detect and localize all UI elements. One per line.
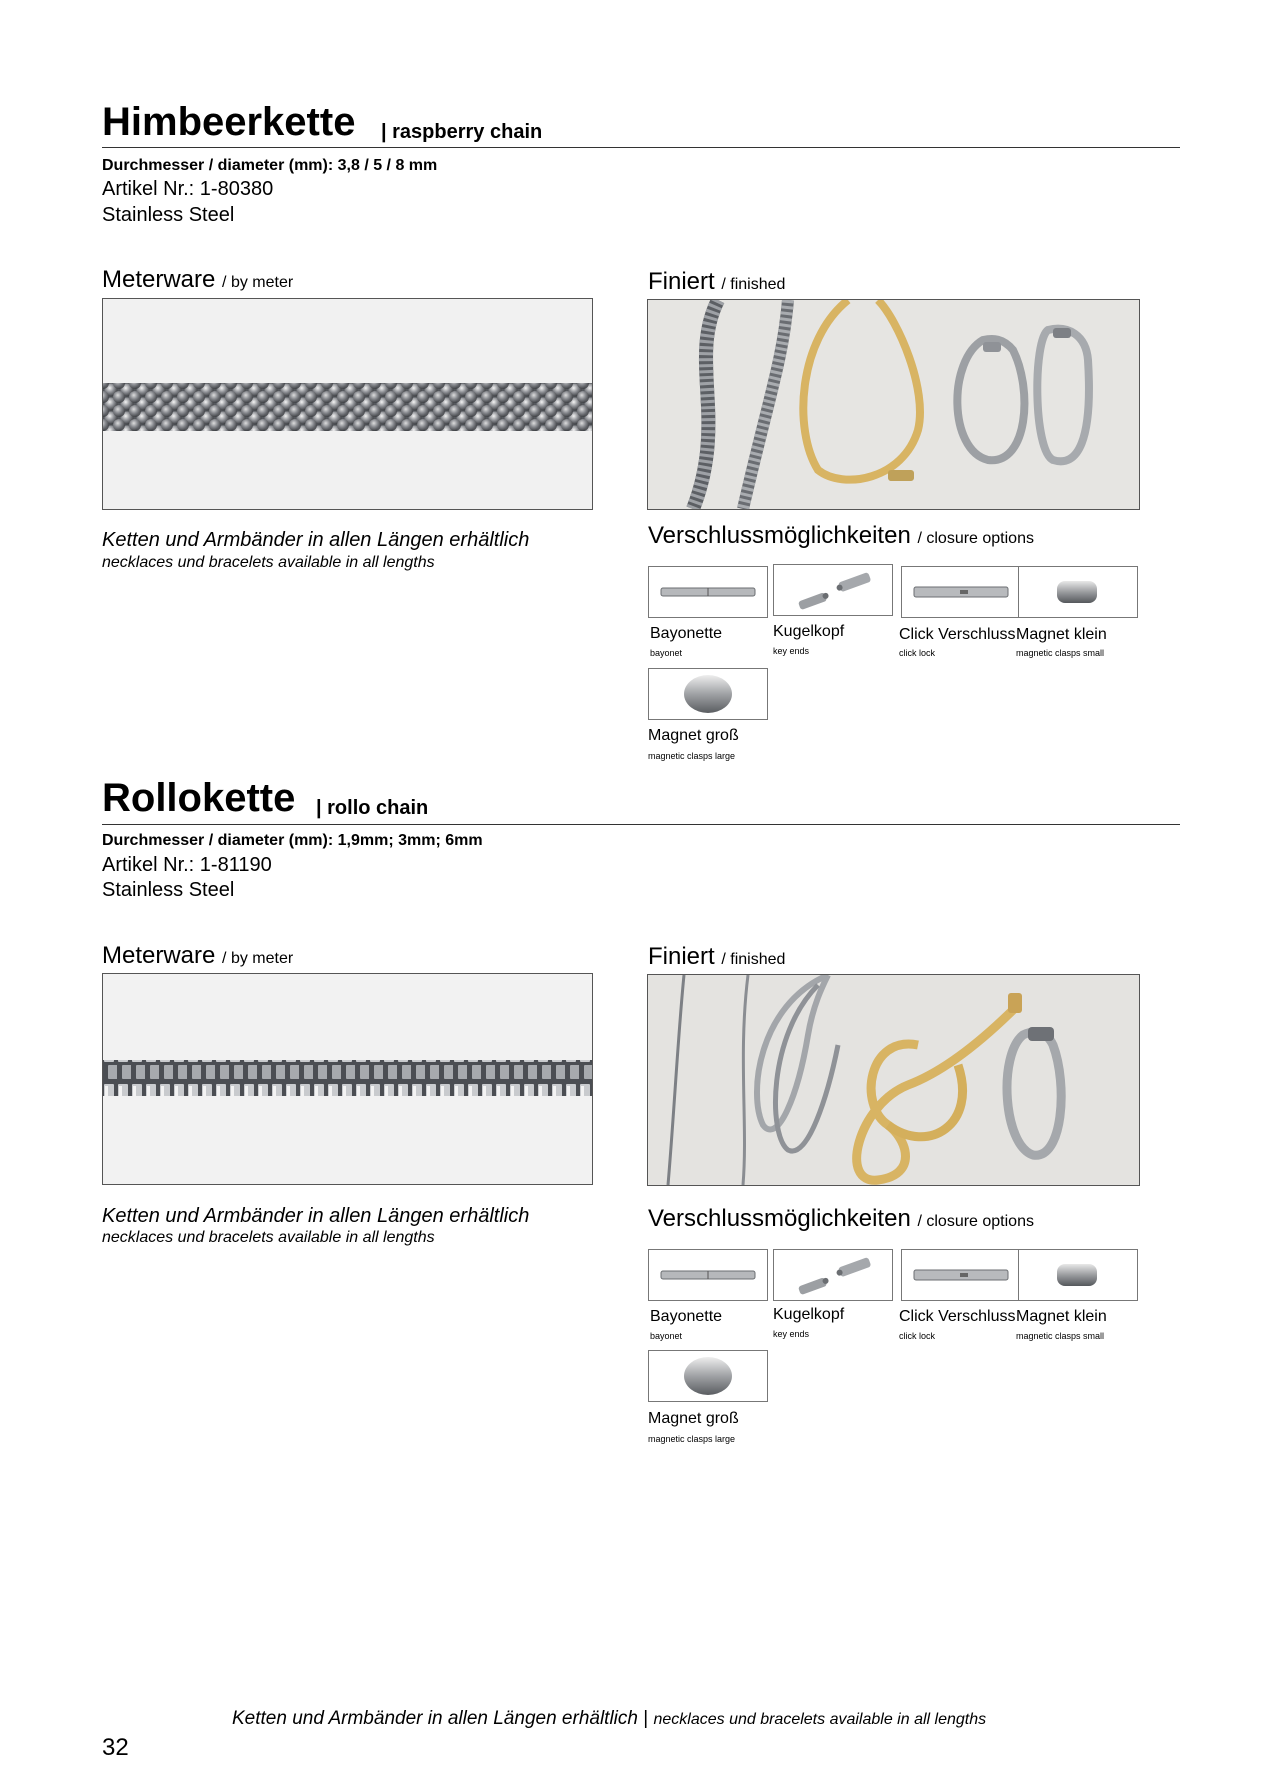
meter-chain-photo — [102, 298, 593, 510]
diameter-spec: Durchmesser / diameter (mm): 1,9mm; 3mm; 6mm — [102, 832, 483, 849]
clasp-sub-bayonet: bayonet — [650, 1331, 683, 1341]
meter-heading — [102, 942, 293, 970]
material: Stainless Steel — [102, 204, 235, 226]
bayonet-clasp-icon — [648, 1249, 768, 1301]
closure-heading — [648, 1205, 1034, 1233]
clasp-label-click-lock: Click Verschluss — [899, 1308, 1016, 1325]
title-divider — [102, 824, 1180, 825]
section-subtitle: | raspberry chain — [381, 121, 543, 143]
availability-note-de: Ketten und Armbänder in allen Längen erhältlich — [102, 1205, 530, 1227]
clasp-label-magnet-small: Magnet klein — [1016, 626, 1107, 643]
closure-label: Verschlussmöglichkeiten — [648, 522, 911, 549]
footer-note-en: necklaces und bracelets available in all lengths — [653, 1711, 987, 1728]
finished-label: Finiert — [648, 943, 715, 970]
clasp-label-magnet-small: Magnet klein — [1016, 1308, 1107, 1325]
click-lock-clasp-icon — [901, 566, 1021, 618]
key-ends-clasp-icon — [773, 1249, 893, 1301]
clasp-label-key-ends: Kugelkopf — [773, 1306, 845, 1323]
magnet-large-clasp-icon — [648, 1350, 768, 1402]
finished-chain-photo — [647, 974, 1140, 1186]
finished-heading — [648, 943, 785, 971]
clasp-sub-key-ends: key ends — [773, 1329, 810, 1339]
magnet-small-clasp-icon — [1018, 566, 1138, 618]
magnet-large-clasp-icon — [648, 668, 768, 720]
click-lock-clasp-icon — [901, 1249, 1021, 1301]
meter-sub-label: / by meter — [222, 950, 294, 967]
article-number: Artikel Nr.: 1-81190 — [102, 854, 272, 876]
availability-note-en: necklaces und bracelets available in all lengths — [102, 554, 435, 571]
title-divider — [102, 147, 1180, 148]
clasp-label-key-ends: Kugelkopf — [773, 623, 845, 640]
closure-label: Verschlussmöglichkeiten — [648, 1205, 911, 1232]
clasp-sub-click-lock: click lock — [899, 1331, 936, 1341]
clasp-label-magnet-large: Magnet groß — [648, 1410, 739, 1427]
footer-separator: | — [643, 1708, 649, 1729]
clasp-sub-bayonet: bayonet — [650, 648, 683, 658]
meter-label: Meterware — [102, 942, 216, 969]
meter-heading — [102, 266, 293, 294]
material: Stainless Steel — [102, 879, 235, 901]
diameter-spec: Durchmesser / diameter (mm): 3,8 / 5 / 8 mm — [102, 157, 438, 174]
clasp-label-magnet-large: Magnet groß — [648, 727, 739, 744]
clasp-sub-click-lock: click lock — [899, 648, 936, 658]
finished-sub-label: / finished — [721, 951, 786, 968]
clasp-sub-magnet-small: magnetic clasps small — [1016, 1331, 1105, 1341]
finished-sub-label: / finished — [721, 276, 786, 293]
finished-chain-photo — [647, 299, 1140, 510]
clasp-label-click-lock: Click Verschluss — [899, 626, 1016, 643]
clasp-label-bayonet: Bayonette — [650, 625, 723, 642]
bayonet-clasp-icon — [648, 566, 768, 618]
section-title: Himbeerkette — [102, 100, 356, 144]
clasp-sub-key-ends: key ends — [773, 646, 810, 656]
magnet-small-clasp-icon — [1018, 1249, 1138, 1301]
clasp-sub-magnet-small: magnetic clasps small — [1016, 648, 1105, 658]
clasp-sub-magnet-large: magnetic clasps large — [648, 1434, 736, 1444]
finished-heading — [648, 268, 785, 296]
finished-label: Finiert — [648, 268, 715, 295]
availability-note-de: Ketten und Armbänder in allen Längen erhältlich — [102, 529, 530, 551]
meter-chain-photo — [102, 973, 593, 1185]
article-number: Artikel Nr.: 1-80380 — [102, 178, 274, 200]
section-title: Rollokette — [102, 776, 296, 820]
footer-note — [232, 1708, 986, 1730]
meter-sub-label: / by meter — [222, 274, 294, 291]
clasp-sub-magnet-large: magnetic clasps large — [648, 751, 736, 761]
section-subtitle: | rollo chain — [316, 797, 429, 819]
footer-note-de: Ketten und Armbänder in allen Längen erhältlich — [232, 1708, 638, 1729]
meter-label: Meterware — [102, 266, 216, 293]
closure-sub-label: / closure options — [917, 1213, 1034, 1230]
clasp-label-bayonet: Bayonette — [650, 1308, 723, 1325]
key-ends-clasp-icon — [773, 564, 893, 616]
availability-note-en: necklaces und bracelets available in all lengths — [102, 1229, 435, 1246]
page-number: 32 — [102, 1734, 129, 1761]
closure-sub-label: / closure options — [917, 530, 1034, 547]
closure-heading — [648, 522, 1034, 550]
